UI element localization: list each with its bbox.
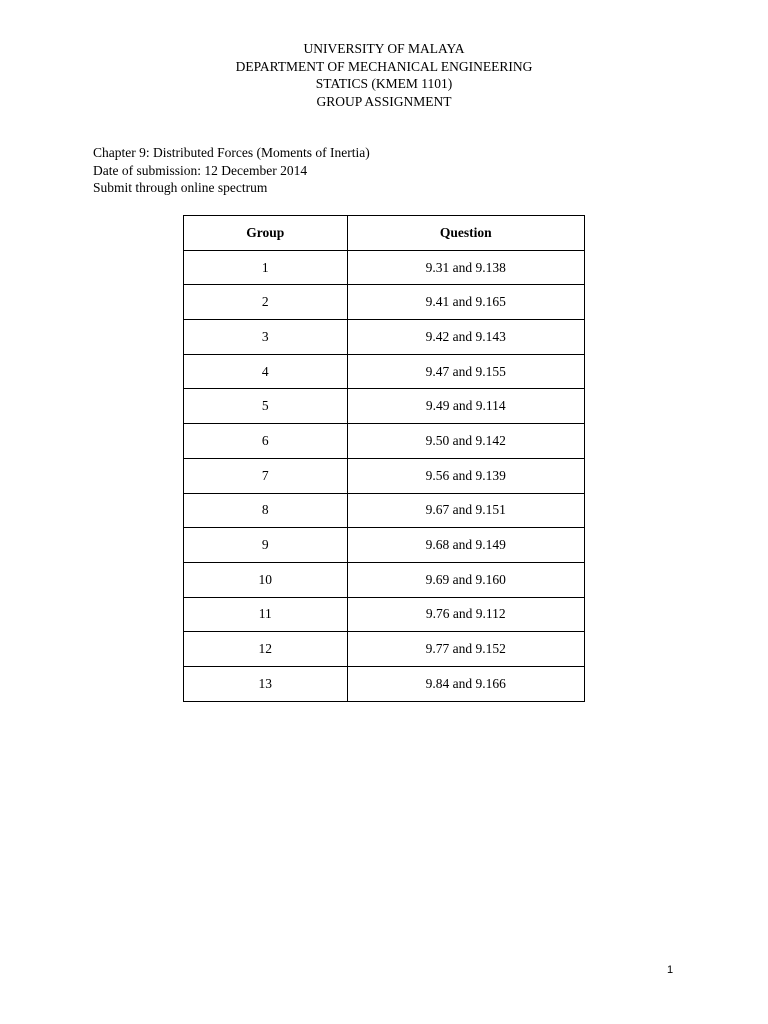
question-cell: 9.47 and 9.155 xyxy=(347,354,584,389)
submission-date-line: Date of submission: 12 December 2014 xyxy=(93,162,308,178)
table-row xyxy=(184,389,585,424)
course-title: STATICS (KMEM 1101) xyxy=(315,76,453,92)
question-cell: 9.50 and 9.142 xyxy=(347,424,584,459)
group-number-cell: 10 xyxy=(184,562,348,597)
table-row xyxy=(184,493,585,528)
question-cell: 9.67 and 9.151 xyxy=(347,493,584,528)
document-header xyxy=(0,40,768,110)
department-name: DEPARTMENT OF MECHANICAL ENGINEERING xyxy=(235,58,533,74)
page-number: 1 xyxy=(667,964,674,976)
group-number-cell: 7 xyxy=(184,458,348,493)
table-row xyxy=(184,632,585,667)
question-cell: 9.56 and 9.139 xyxy=(347,458,584,493)
table-header-row xyxy=(184,216,585,251)
chapter-line: Chapter 9: Distributed Forces (Moments of Inertia) xyxy=(93,145,370,160)
assignment-table xyxy=(183,215,585,702)
question-cell: 9.77 and 9.152 xyxy=(347,632,584,667)
document-title: GROUP ASSIGNMENT xyxy=(316,93,452,109)
column-header-question: Question xyxy=(347,216,584,251)
question-cell: 9.42 and 9.143 xyxy=(347,320,584,355)
table-row xyxy=(184,354,585,389)
group-number-cell: 2 xyxy=(184,285,348,320)
group-number-cell: 8 xyxy=(184,493,348,528)
question-cell: 9.41 and 9.165 xyxy=(347,285,584,320)
table-row xyxy=(184,320,585,355)
column-header-group: Group xyxy=(184,216,348,251)
question-cell: 9.84 and 9.166 xyxy=(347,666,584,701)
university-name: UNIVERSITY OF MALAYA xyxy=(303,41,465,56)
submission-method-line: Submit through online spectrum xyxy=(93,180,268,196)
question-cell: 9.49 and 9.114 xyxy=(347,389,584,424)
group-number-cell: 6 xyxy=(184,424,348,459)
table-row xyxy=(184,250,585,285)
question-cell: 9.31 and 9.138 xyxy=(347,250,584,285)
assignment-info xyxy=(93,144,370,197)
table-row xyxy=(184,424,585,459)
table-row xyxy=(184,458,585,493)
table-row xyxy=(184,597,585,632)
question-cell: 9.69 and 9.160 xyxy=(347,562,584,597)
table-body xyxy=(184,250,585,701)
question-cell: 9.76 and 9.112 xyxy=(347,597,584,632)
group-number-cell: 1 xyxy=(184,250,348,285)
group-number-cell: 3 xyxy=(184,320,348,355)
table-row xyxy=(184,528,585,563)
table-row xyxy=(184,562,585,597)
group-number-cell: 4 xyxy=(184,354,348,389)
group-number-cell: 5 xyxy=(184,389,348,424)
table-row xyxy=(184,666,585,701)
table-row xyxy=(184,285,585,320)
group-number-cell: 11 xyxy=(184,597,348,632)
question-cell: 9.68 and 9.149 xyxy=(347,528,584,563)
group-number-cell: 12 xyxy=(184,632,348,667)
group-number-cell: 9 xyxy=(184,528,348,563)
group-number-cell: 13 xyxy=(184,666,348,701)
